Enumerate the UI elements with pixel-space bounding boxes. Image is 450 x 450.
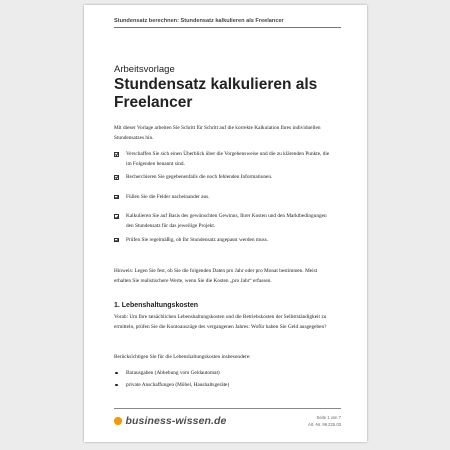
document-kicker: Arbeitsvorlage <box>114 64 175 75</box>
list-item <box>114 379 342 391</box>
checkbox-icon <box>114 152 119 157</box>
brand-logo <box>114 415 227 427</box>
document-title: Stundensatz kalkulieren als Freelancer <box>114 76 318 111</box>
checklist-item <box>114 212 334 231</box>
page-meta <box>308 415 341 428</box>
list-item-text: private Anschaffungen (Möbel, Haushaltsgeräte) <box>126 382 230 388</box>
section-lead: Berücksichtigen Sie für die Lebenshaltungskosten insbesondere: <box>114 354 251 360</box>
running-header: Stundensatz berechnen: Stundensatz kalkulieren als Freelancer <box>114 18 284 24</box>
checklist-item-text: Füllen Sie die Felder nacheinander aus. <box>126 193 210 200</box>
checklist-item <box>114 193 334 203</box>
checklist-item <box>114 236 334 246</box>
article-number: Art.-Nr. 99.225.03 <box>307 421 341 427</box>
intro-paragraph: Mit dieser Vorlage arbeiten Sie Schritt für Schritt auf die korrekte Kalkulation Ihres individuellen Stundensatzes hin. <box>114 125 321 141</box>
header-divider <box>114 27 341 28</box>
hint-paragraph: Hinweis: Legen Sie fest, ob Sie die folgenden Daten pro Jahr oder pro Monat bestimmen. Meist erhalten Sie realistischere Werte, wenn Sie die Kosten „pro Jahr“ erfassen. <box>114 268 318 284</box>
logo-text: business-wissen.de <box>125 415 227 427</box>
page-number: Seite 1 von 7 <box>316 415 341 420</box>
checklist <box>114 150 334 245</box>
checklist-item-text: Verschaffen Sie sich einen Überblick über die Vorgehensweise und die zu klärenden Punkte, die im Folgenden benannt sind. <box>126 151 330 167</box>
checkbox-icon <box>114 195 119 200</box>
bullet-icon <box>115 384 118 387</box>
section-paragraph: Vorab: Um Ihre tatsächlichen Lebenshaltungskosten und die Betriebskosten der Selbstständigkeit zu ermitteln, prüfen Sie die Kontoauszüge des vergangenen Jahres: Wofür haben Sie Geld ausgegeben? <box>114 314 327 330</box>
checkbox-icon <box>114 238 119 243</box>
checklist-item <box>114 173 334 183</box>
checklist-item-text: Kalkulieren Sie auf Basis des gewünschten Gewinns, Ihrer Kosten und den Marktbedingungen den Stundensatz für das jeweilige Projekt. <box>126 213 327 229</box>
bullet-list <box>114 367 342 391</box>
list-item <box>114 367 342 379</box>
checklist-item <box>114 150 334 169</box>
list-item-text: Barausgaben (Abhebung vom Geldautomat) <box>126 370 220 376</box>
checklist-item-text: Recherchieren Sie gegebenenfalls die noch fehlenden Informationen. <box>126 174 273 181</box>
checkbox-icon <box>114 175 119 180</box>
footer-divider <box>114 408 341 409</box>
document-page <box>84 5 367 442</box>
bullet-icon <box>115 372 118 375</box>
checkbox-icon <box>114 214 119 219</box>
section-heading: 1. Lebenshaltungskosten <box>114 302 199 309</box>
checklist-item-text: Prüfen Sie regelmäßig, ob Ihr Stundensatz angepasst werden muss. <box>126 236 269 243</box>
logo-dot-icon <box>114 417 122 425</box>
